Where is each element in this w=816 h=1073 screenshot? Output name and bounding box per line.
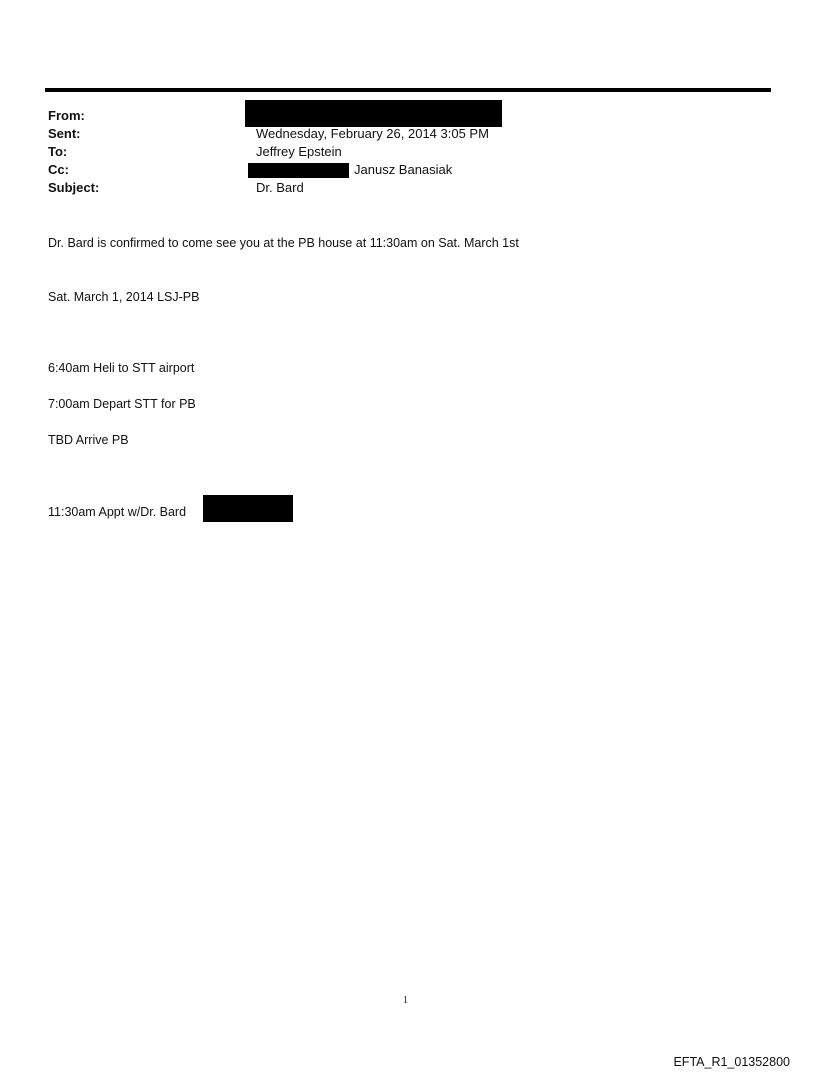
from-label: From:: [48, 108, 85, 123]
sent-label: Sent:: [48, 126, 81, 141]
header-rule: [45, 88, 771, 92]
cc-label: Cc:: [48, 162, 69, 177]
to-value: Jeffrey Epstein: [256, 144, 342, 159]
subject-value: Dr. Bard: [256, 180, 304, 195]
body-line-itinerary-title: Sat. March 1, 2014 LSJ-PB: [48, 290, 200, 304]
sent-value: Wednesday, February 26, 2014 3:05 PM: [256, 126, 489, 141]
to-label: To:: [48, 144, 68, 159]
cc-redaction: [248, 163, 349, 178]
body-line-heli: 6:40am Heli to STT airport: [48, 361, 195, 375]
page-number: 1: [403, 995, 408, 1006]
from-redaction: [245, 100, 502, 127]
subject-label: Subject:: [48, 180, 100, 195]
body-line-confirmation: Dr. Bard is confirmed to come see you at the PB house at 11:30am on Sat. March 1st: [48, 236, 519, 250]
body-line-depart: 7:00am Depart STT for PB: [48, 397, 196, 411]
body-line-appointment: 11:30am Appt w/Dr. Bard: [48, 505, 187, 519]
document-id: EFTA_R1_01352800: [673, 1055, 790, 1069]
appointment-redaction: [203, 495, 293, 522]
body-line-arrive: TBD Arrive PB: [48, 433, 129, 447]
cc-value: Janusz Banasiak: [354, 162, 453, 177]
